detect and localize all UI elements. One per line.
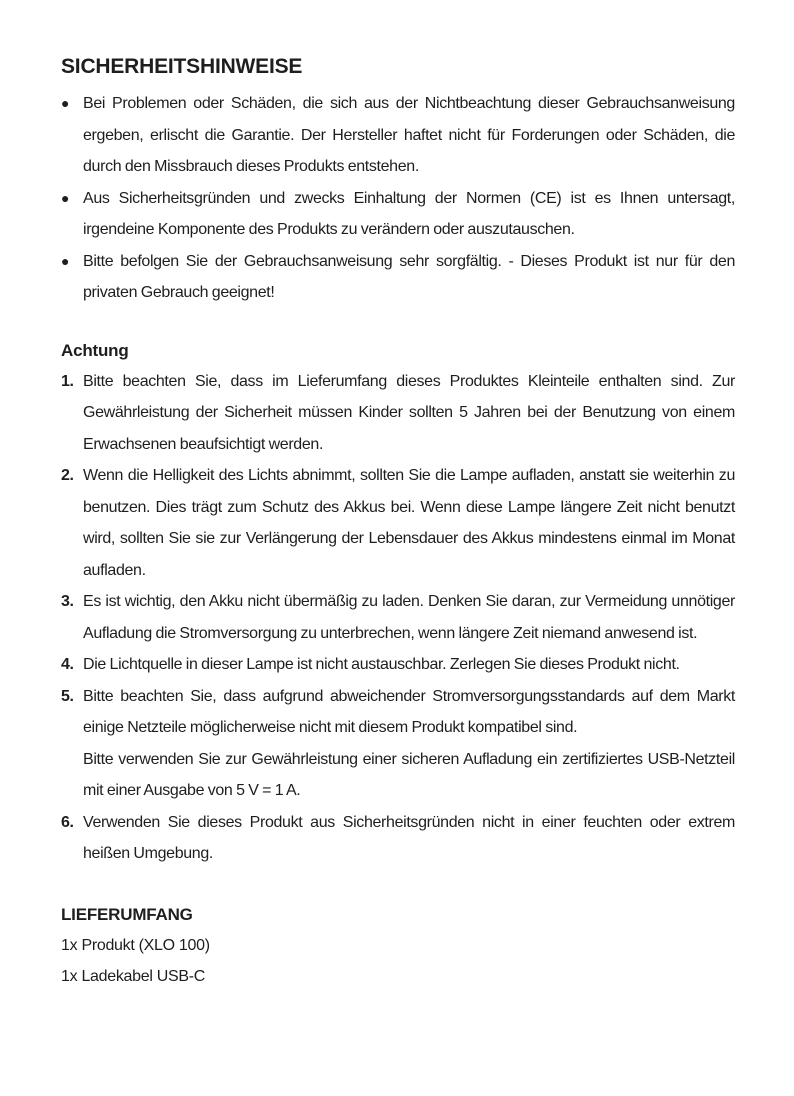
safety-bullet-text: Bei Problemen oder Schäden, die sich aus der Nichtbeachtung dieser Gebrauchsanweisung ergeben, erlischt die Garantie. Der Hersteller haftet nicht für Forderungen oder Schäden, die durch den Missbrauch dieses Produkts entstehen. [83, 95, 735, 175]
contents-heading: LIEFERUMFANG [61, 904, 193, 924]
item-number: 1. [61, 372, 74, 390]
attention-item [61, 586, 735, 649]
item-number: 4. [61, 656, 74, 673]
safety-bullet-text: Bitte befolgen Sie der Gebrauchsanweisung sehr sorgfältig. - Dieses Produkt ist nur für den privaten Gebrauch geeignet! [83, 252, 735, 301]
attention-heading: Achtung [61, 340, 129, 360]
contents-line: 1x Ladekabel USB-C [61, 968, 206, 985]
item-number: 6. [61, 813, 74, 831]
bullet-icon: ● [61, 189, 70, 206]
attention-item [61, 649, 735, 681]
item-number: 5. [61, 687, 74, 705]
section-gap [61, 309, 735, 336]
attention-item [61, 807, 735, 870]
safety-bullet-list [61, 88, 735, 309]
section-gap [61, 870, 735, 900]
contents-line: 1x Produkt (XLO 100) [61, 936, 210, 954]
document-page [61, 52, 735, 993]
attention-numbered-list [61, 366, 735, 870]
safety-bullet-item [61, 88, 735, 183]
safety-bullet-item [61, 246, 735, 309]
attention-item-text: Wenn die Helligkeit des Lichts abnimmt, sollten Sie die Lampe aufladen, anstatt sie weiterhin zu benutzen. Dies trägt zum Schutz des Akkus bei. Wenn diese Lampe längere Zeit nicht benutzt wird, sollten Sie sie zur Verlängerung der Lebensdauer des Akkus mindestens einmal im Monat aufladen. [83, 467, 735, 579]
attention-item [61, 681, 735, 807]
safety-bullet-text: Aus Sicherheitsgründen und zwecks Einhaltung der Normen (CE) ist es Ihnen untersagt, irgendeine Komponente des Produkts zu verändern oder auszutauschen. [83, 189, 735, 238]
attention-item-text: Die Lichtquelle in dieser Lampe ist nicht austauschbar. Zerlegen Sie dieses Produkt nicht. [83, 656, 680, 673]
attention-item-text: Verwenden Sie dieses Produkt aus Sicherheitsgründen nicht in einer feuchten oder extrem heißen Umgebung. [83, 813, 735, 862]
attention-item-text: Bitte beachten Sie, dass im Lieferumfang dieses Produktes Kleinteile enthalten sind. Zur Gewährleistung der Sicherheit müssen Kinder sollten 5 Jahren bei der Benutzung von einem Erwachsenen beaufsichtigt werden. [83, 372, 735, 453]
safety-title: SICHERHEITSHINWEISE [61, 55, 303, 78]
attention-item [61, 460, 735, 586]
item-number: 3. [61, 593, 74, 610]
attention-item-text: Bitte beachten Sie, dass aufgrund abweichender Stromversorgungsstandards auf dem Markt einige Netzteile möglicherweise nicht mit diesem Produkt kompatibel sind. [83, 687, 735, 736]
item-number: 2. [61, 467, 74, 484]
bullet-icon: ● [61, 95, 70, 111]
attention-item [61, 366, 735, 461]
attention-item-text-continued: Bitte verwenden Sie zur Gewährleistung einer sicheren Aufladung ein zertifiziertes USB-Netzteil mit einer Ausgabe von 5 V = 1 A. [83, 750, 735, 799]
attention-item-text: Es ist wichtig, den Akku nicht übermäßig zu laden. Denken Sie daran, zur Vermeidung unnötiger Aufladung die Stromversorgung zu unterbrechen, wenn längere Zeit niemand anwesend ist. [83, 593, 735, 642]
safety-bullet-item [61, 183, 735, 246]
bullet-icon: ● [61, 252, 70, 269]
